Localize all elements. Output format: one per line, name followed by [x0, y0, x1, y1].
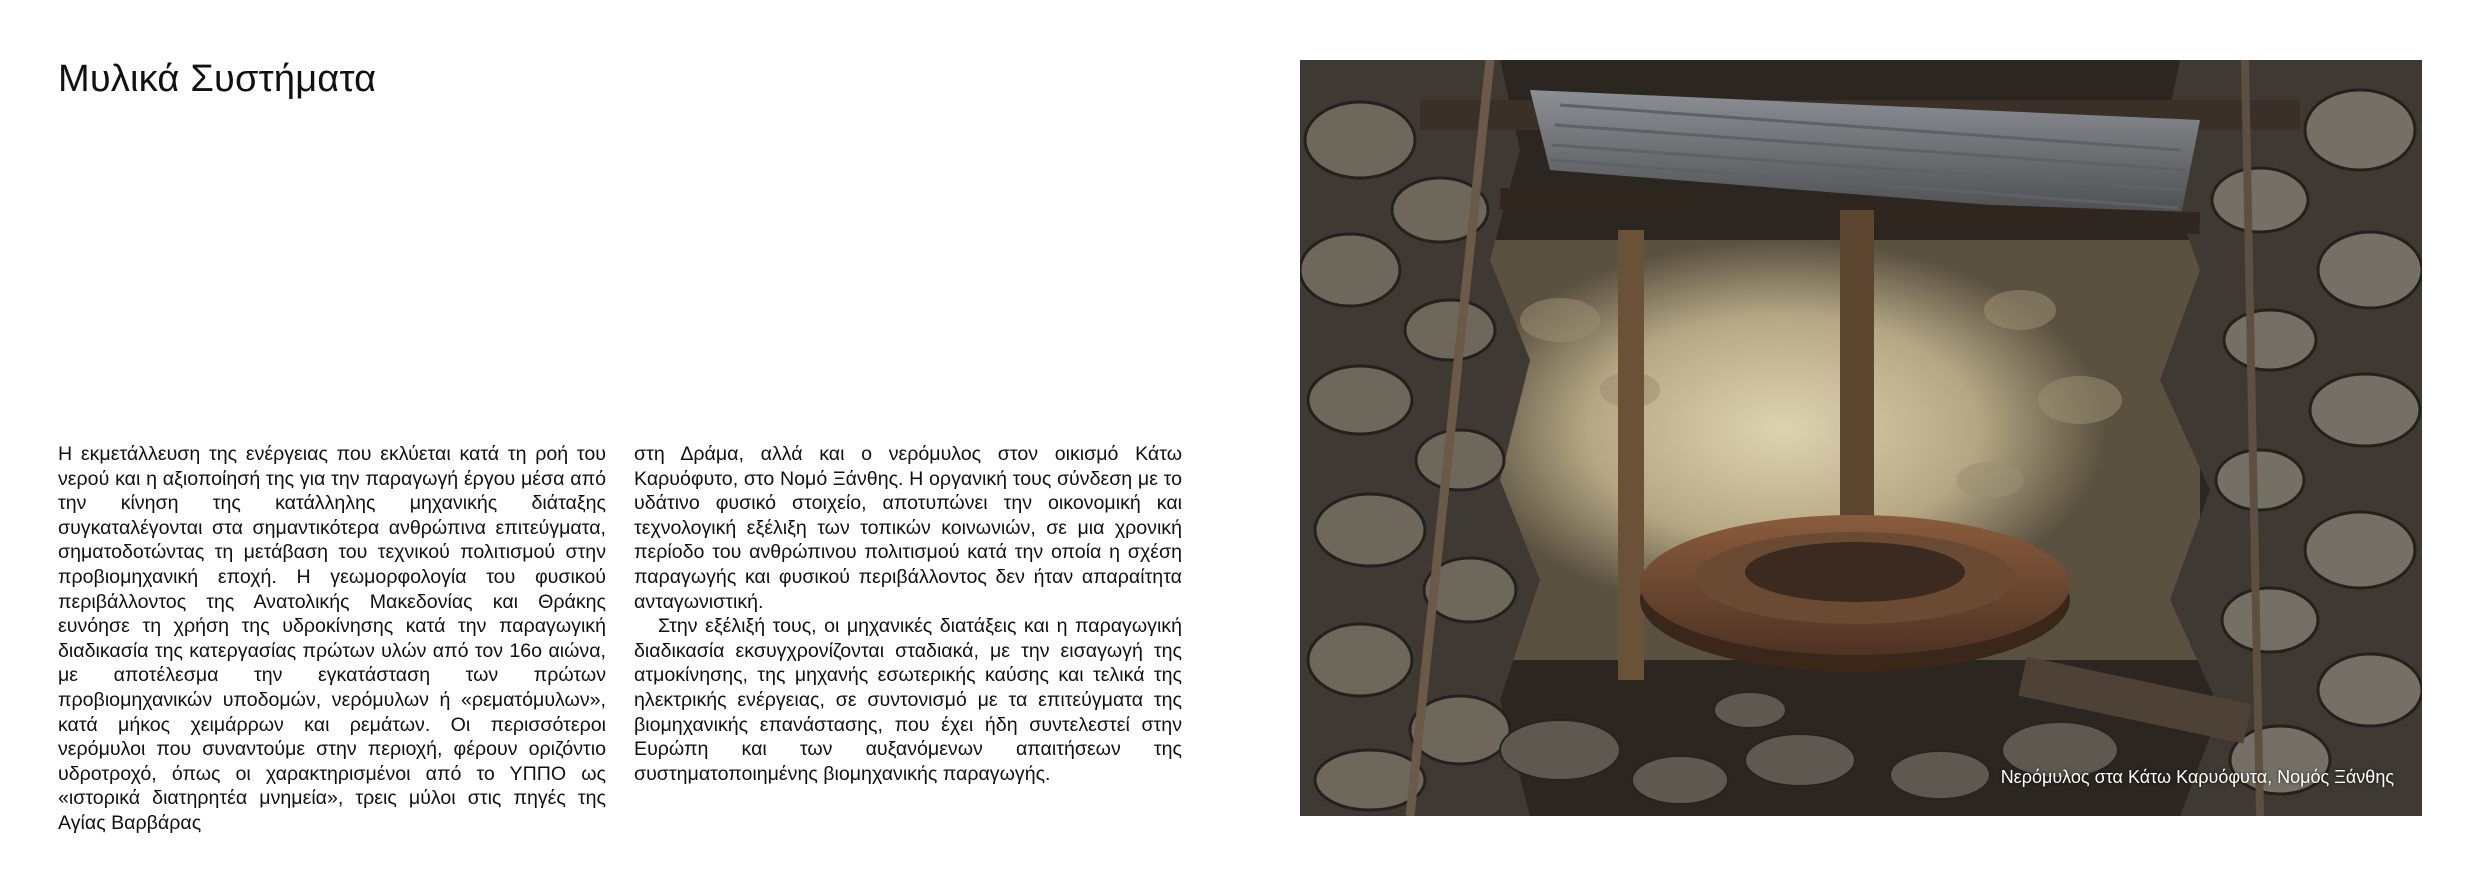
text-column-left: [58, 442, 606, 836]
page-title: Μυλικά Συστήματα: [58, 58, 377, 100]
body-paragraph: στη Δράμα, αλλά και ο νερόμυλος στον οικισμό Κάτω Καρυόφυτο, στο Νομό Ξάνθης. Η οργανική τους σύνδεση με το υδάτινο φυσικό στοιχείο, αποτυπώνει την οικονομική και τεχνολογική εξέλιξη των τοπικών κοινωνιών, σε μια χρονική περίοδο του ανθρώπινου πολιτισμού κατά την οποία η σχέση παραγωγής και φυσικού περιβάλλοντος δεν ήταν απαραίτητα ανταγωνιστική.: [634, 443, 1182, 613]
body-paragraph: Στην εξέλιξή τους, οι μηχανικές διατάξεις και η παραγωγική διαδικασία εκσυγχρονίζονται σταδιακά, με την εισαγωγή της ατμοκίνησης, της μηχανής εσωτερικής καύσης και τελικά της ηλεκτρικής ενέργειας, σε συντονισμό με τα επιτεύγματα της βιομηχανικής επανάστασης, που έχει ήδη συντελεστεί στην Ευρώπη και των αυξανόμενων απαιτήσεων της συστηματοποιημένης βιομηχανικής παραγωγής.: [634, 615, 1182, 785]
watermill-photo: [1300, 60, 2422, 816]
watermill-illustration: [1300, 60, 2422, 816]
photo-caption: Νερόμυλος στα Κάτω Καρυόφυτα, Νομός Ξάνθης: [2000, 767, 2394, 787]
body-paragraph: Η εκμετάλλευση της ενέργειας που εκλύεται κατά τη ροή του νερού και η αξιοποίησή της για την παραγωγή έργου μέσα από την κίνηση της κατάλληλης μηχανικής διάταξης συγκαταλέγονται στα σημαντικότερα ανθρώπινα επιτεύγματα, σηματοδοτώντας τη μετάβαση του τεχνικού πολιτισμού στην προβιομηχανική εποχή. Η γεωμορφολογία του φυσικού περιβάλλοντος της Ανατολικής Μακεδονίας και Θράκης ευνόησε τη χρήση της υδροκίνησης κατά την παραγωγική διαδικασία της κατεργασίας πρώτων υλών από τον 16ο αιώνα, με αποτέλεσμα την εγκατάσταση των πρώτων προβιομηχανικών υποδομών, νερόμυλων ή «ρεματόμυλων», κατά μήκος χειμάρρων και ρεμάτων. Οι περισσότεροι νερόμυλοι που συναντούμε στην περιοχή, φέρουν οριζόντιο υδροτροχό, όπως οι χαρακτηρισμένοι από το ΥΠΠΟ ως «ιστορικά διατηρητέα μνημεία», τρεις μύλοι στις πηγές της Αγίας Βαρβάρας: [58, 443, 606, 834]
text-column-right: [634, 442, 1182, 786]
